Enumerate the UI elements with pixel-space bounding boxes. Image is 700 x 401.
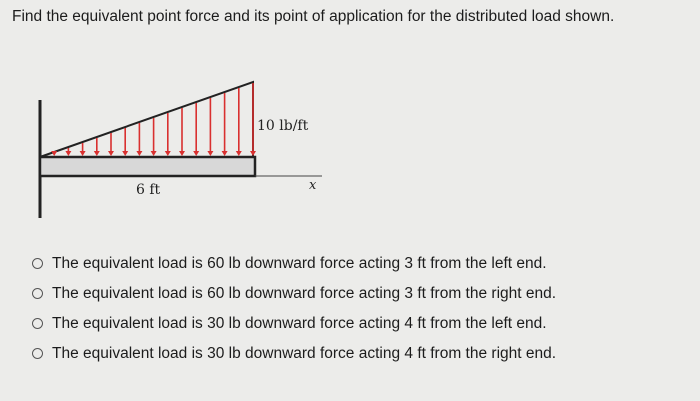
option-label: The equivalent load is 30 lb downward force acting 4 ft from the left end.: [52, 314, 547, 332]
load-arrow-head: [151, 151, 157, 156]
option-label: The equivalent load is 60 lb downward force acting 3 ft from the right end.: [52, 284, 557, 302]
load-arrow-head: [250, 151, 256, 156]
radio-button[interactable]: [32, 258, 43, 269]
load-arrow-head: [136, 151, 142, 156]
radio-button[interactable]: [32, 318, 43, 329]
option-label: The equivalent load is 30 lb downward force acting 4 ft from the right end.: [52, 344, 557, 362]
load-arrow-head: [193, 151, 199, 156]
beam: [40, 157, 255, 176]
load-triangle: [40, 82, 253, 157]
load-arrow-head: [179, 151, 185, 156]
load-label: 10 lb/ft: [257, 118, 309, 134]
axis-label: x: [309, 178, 317, 193]
option-3[interactable]: [32, 312, 556, 335]
question-text: Find the equivalent point force and its point of application for the distributed load shown.: [12, 8, 615, 25]
load-arrow-head: [108, 151, 114, 156]
option-label: The equivalent load is 60 lb downward force acting 3 ft from the left end.: [52, 254, 547, 272]
length-label: 6 ft: [136, 182, 161, 198]
load-arrow-head: [80, 151, 86, 156]
load-arrow-head: [65, 151, 71, 156]
load-arrow-head: [122, 151, 128, 156]
load-arrow-head: [94, 151, 100, 156]
load-arrows: [51, 83, 256, 156]
answer-options: [32, 252, 556, 372]
load-arrow-head: [207, 151, 213, 156]
load-arrow-head: [222, 151, 228, 156]
option-4[interactable]: [32, 342, 556, 365]
option-2[interactable]: [32, 282, 556, 305]
load-arrow-head: [236, 151, 242, 156]
load-arrow-head: [165, 151, 171, 156]
option-1[interactable]: [32, 252, 556, 275]
radio-button[interactable]: [32, 348, 43, 359]
radio-button[interactable]: [32, 288, 43, 299]
